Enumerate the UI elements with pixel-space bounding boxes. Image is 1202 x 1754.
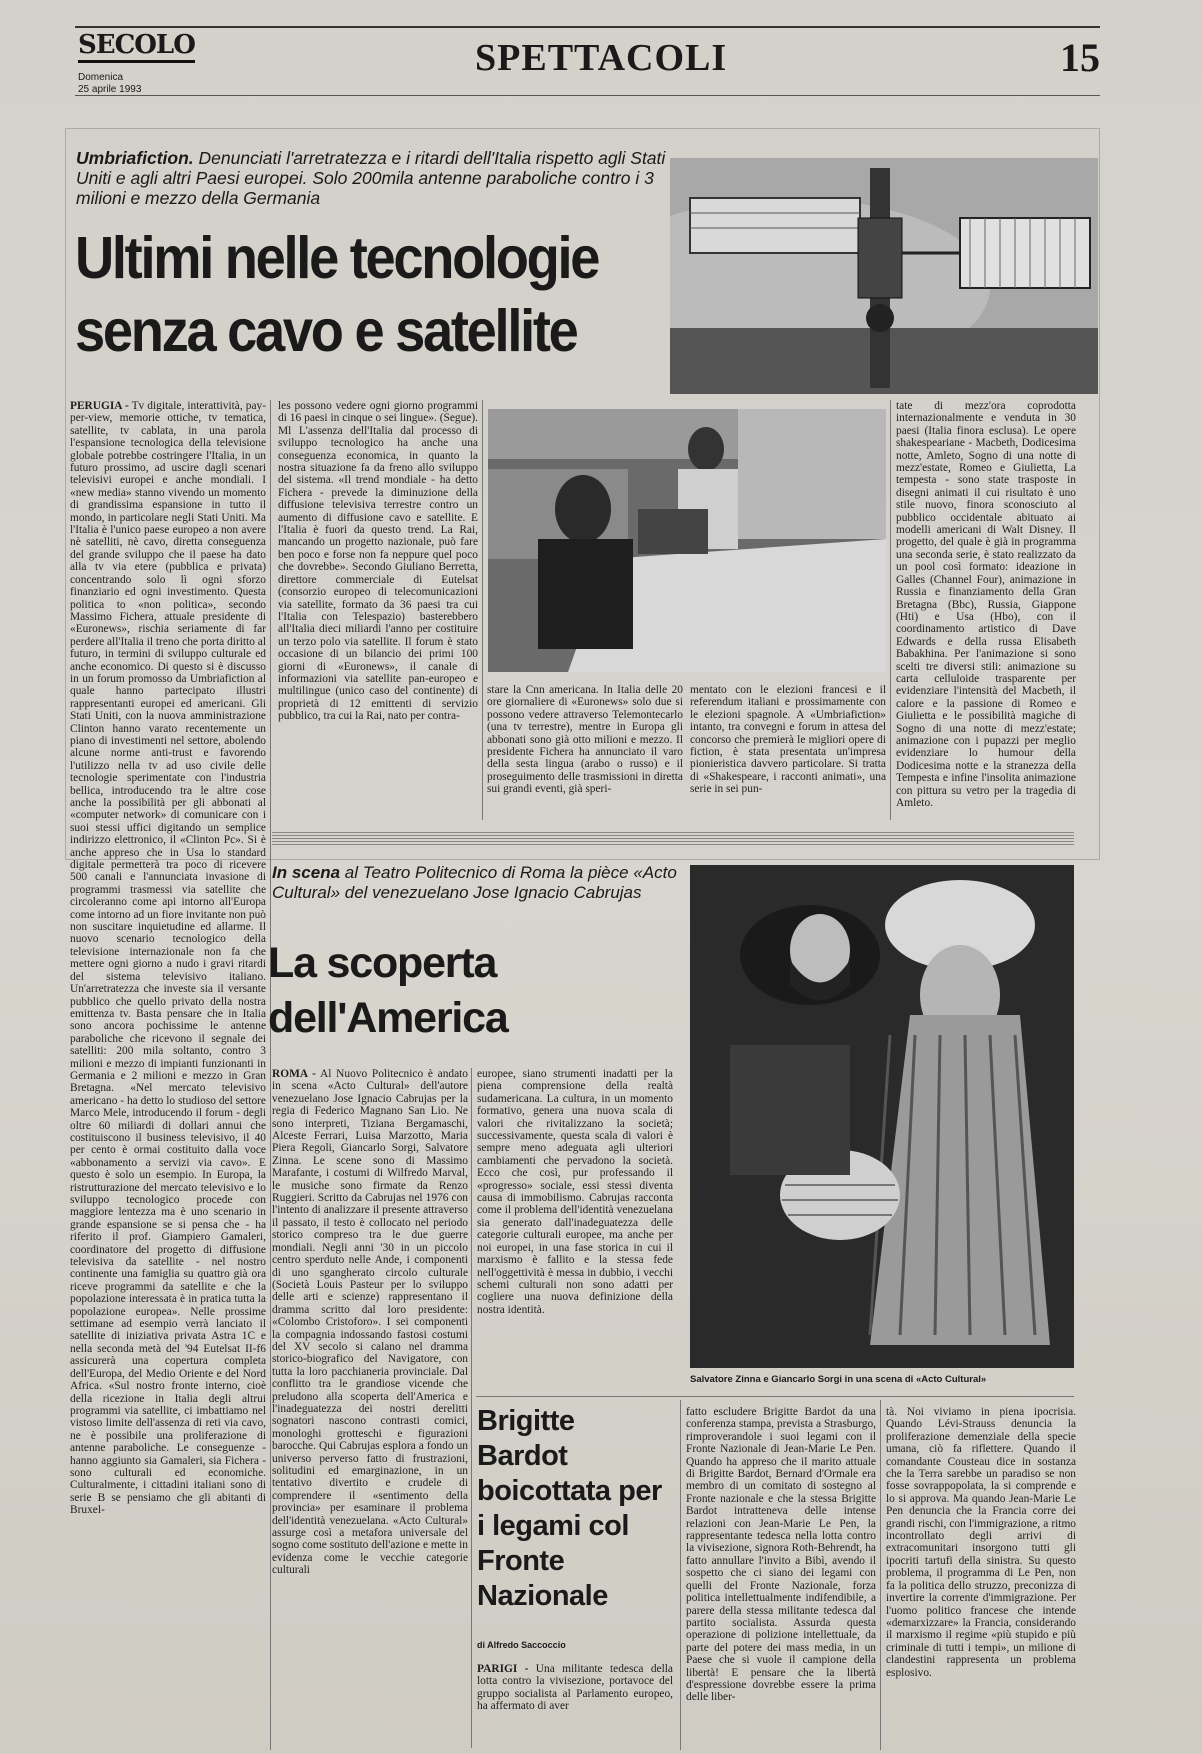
kicker-text: Denunciati l'arretratezza e i ritardi dell'Italia rispetto agli Stati Uniti e agli altri Paesi europei. Solo 200mila antenne paraboliche contro i 3 milioni e mezzo della Germania — [76, 148, 666, 208]
headline-line-2: senza cavo e satellite — [75, 298, 577, 364]
column-divider — [880, 1400, 881, 1750]
article-bardot-column-3: tà. Noi viviamo in piena ipocrisia. Quando Lévi-Strauss denuncia la proliferazione demenziale della specie umana, ciò fa riflettere. Quando il comandante Cousteau dice in sostanza che la Terra sarebbe un paradiso se non fosse sovrappopolata, la si comprende e lo si approva. Ma quando Jean-Marie Le Pen denuncia che la Francia corre dei grandi rischi, con l'immigrazione, a ritmo incontrollato degli arrivi di extracomunitari insorgono tutti gli ipocriti tartufi della sinistra. Su questo problema, il programma di Le Pen, non fa la politica dello struzzo, preconizza di invertire la corrente d'immigrazione. Per l'uomo politico francese che intende «demarxizzare» la Francia, considerando il marxismo il regime «più stupido e più criminale di tutti i tempi», un milione di clandestini rappresenta un problema esplosivo. — [886, 1406, 1076, 1679]
office-photo — [488, 409, 886, 672]
theatre-illustration — [690, 865, 1074, 1368]
article-tech-column-3: stare la Cnn americana. In Italia delle 20 ore giornaliere di «Euronews» solo due si possono vedere attraverso Telemontecarlo (una tv terrestre), mentre in Europa gli abbonati sono già otto milioni e mezzo. Il presidente Fichera ha annunciato il varo della sesta lingua (arabo o russo) e il proseguimento delle trasmissioni in diretta sui grandi eventi, già speri- — [487, 684, 683, 796]
kicker-text: al Teatro Politecnico di Roma la pièce «Acto Cultural» del venezuelano Jose Ignacio Cabrujas — [272, 863, 677, 902]
article-tech-column-2: les possono vedere ogni giorno programmi di 16 paesi in cinque o sei lingue». (Segue). Ml L'assenza dell'Italia dal processo di sviluppo tecnologico ha anche una conseguenza economica, in quanto la nostra situazione fa da freno allo sviluppo del sistema. «Il trend mondiale - ha detto Fichera - prevede la diminuzione della diffusione televisiva terrestre contro un aumento di diffusione cavo e satellite. E l'Italia è fuori da questo trend. La Rai, mancando un progetto nazionale, può fare ben poco e forse non fa neppure quel poco che dovrebbe». Secondo Giuliano Berretta, direttore commerciale di Eutelsat (consorzio europeo di telecomunicazioni via satellite, formato da 36 paesi tra cui l'Italia con Telespazio) basterebbero all'Italia dieci miliardi l'anno per costituire un terzo polo via satellite. Il forum è stato occasione di un bilancio dei primi 100 giorni di «Euronews», il canale di informazioni via satellite pan-europeo e multilingue (unico caso del continente) di proprietà di 12 emittenti di servizio pubblico, tra cui la Rai, nato per contra- — [278, 400, 478, 723]
section-title: SPETTACOLI — [475, 37, 728, 79]
satellite-photo — [670, 158, 1098, 394]
article-bardot-column-1 — [477, 1663, 673, 1754]
column-divider — [680, 1400, 681, 1750]
article-tech-column-1 — [70, 400, 266, 1754]
article-bardot-column-2: fatto escludere Brigitte Bardot da una conferenza stampa, prevista a Strasburgo, rimproverandole i suoi legami con il Fronte Nazionale di Jean-Marie Le Pen. Quando ha appreso che il marito attuale di Brigitte Bardot, Bernard d'Ormale era membro di un comitato di sostegno al Fronte nazionale e che la stessa Brigitte Bardot intratteneva delle intense relazioni con Jean-Marie Le Pen, la rappresentante tedesca nella lotta contro la vivisezione, signora Roth-Behrendt, ha fatto annullare l'invito a Bibì, avendo il sospetto che ci siano dei legami con quelli del Fronte Nazionale, forza politica intellettualmente indifendibile, a parere della stessa militante tedesca dal partito socialista. Assurda questa operazione di polizione intellettuale, da parte del potere dei mass media, in un Paese che si vuole il campione della libertà! E pensare che la libertà d'espressione dovrebbe essere la prima delle liber- — [686, 1406, 876, 1704]
headline-line-1: Ultimi nelle tecnologie — [75, 225, 599, 291]
page-number: 15 — [1060, 35, 1100, 80]
column-divider — [890, 400, 891, 820]
date-day: Domenica — [78, 72, 124, 83]
masthead-bottom-rule — [75, 95, 1100, 96]
column-divider — [482, 400, 483, 820]
article-bardot-headline: Brigitte Bardot boicottata per i legami col Fronte Nazionale — [477, 1405, 662, 1612]
article-bardot-top-rule — [476, 1396, 1074, 1397]
date-full: 25 aprile 1993 — [78, 84, 142, 95]
satellite-illustration — [670, 158, 1098, 394]
article-bardot-byline: di Alfredo Saccoccio — [477, 1640, 566, 1650]
article-tech-headline — [75, 222, 627, 368]
article-theatre-col1-text: Al Nuovo Politecnico è andato in scena «Acto Cultural» dell'autore venezuelano Jose Ignacio Cabrujas per la regia di Federico Magnano San Lio. Ne sono interpreti, Tiziana Bergamaschi, Alceste Ferrari, Luisa Marzotto, Maria Piera Regoli, Giancarlo Sorgi, Salvatore Zinna. Le scene sono di Massimo Marafante, i costumi di Wilfredo Marval, le musiche sono firmate da Renzo Ruggieri. Scritto da Cabrujas nel 1976 con l'intento di analizzare il presente attraverso il passato, il testo è collocato nel periodo storico compreso tra le due guerre mondiali. Negli anni '30 in un piccolo centro sperduto nelle Ande, i componenti di uno sgangherato circolo culturale (Società Louis Pasteur per lo sviluppo delle arti e scienze) rappresentano il dramma scritto dal loro presidente: «Colombo Cristoforo». I sei componenti la compagnia indossando fastosi costumi del XV secolo si calano nel dramma storico-biografico del Navigatore, con tutta la loro pacchianeria provinciale. Dal conflitto tra le grandiose vicende che preludono alla scoperta dell'America e l'inadeguatezza dei nostri derelitti sognatori nascono contrasti comici, monologhi grotteschi e figurazioni barocche. Qui Cabrujas esplora a fondo un universo perverso fatto di frustrazioni, solitudini ed emarginazione, in un tentativo divertito e crudele di comprendere il «sentimento della provincia» per esaminare il problema dell'identità venezuelana. «Acto Cultural» assurge così a metafora universale del sogno come sostituto dell'azione e mette in evidenza come le vecchie categorie culturali — [272, 1068, 468, 1577]
theatre-photo — [690, 865, 1074, 1368]
article-theatre-kicker — [272, 863, 682, 903]
article-tech-column-5: tate di mezz'ora coprodotta internazionalmente e venduta in 30 paesi (Italia finora esclusa). Le opere shakespeariane - Macbeth, Dodicesima notte, Amleto, Sogno di una notte di mezz'estate, Romeo e Giulietta, La tempesta - sono state trasposte in disegni animati il cui risultato è uno stile nuovo, finora sconosciuto al pubblico occidentale abituato ai modelli americani di Walt Disney. Il progetto, del quale è già in programma una seconda serie, è stato realizzato da un pool così formato: ideazione in Galles (Channel Four), animazione in Russia e finanziamento della Gran Bretagna (Bbc), Russia, Giappone (Hti) e Usa (Hbo), con il coordinamento artistico di Dave Edwards e della russa Elisabeth Babakhina. Per l'animazione si sono scelti tre diversi stili: animazione su carta celluloide trasparente per evidenziare l'intensità del Macbeth, il calore e la passione di Romeo e Giulietta e le possibilità magiche di Sogno di una notte di mezz'estate; animazione con i pupazzi per meglio evidenziare lo humour della Dodicesima notte e la stranezza della Tempesta e infine l'insolita animazione con pittura su vetro per la tragedia di Amleto. — [896, 400, 1076, 809]
article-theatre-headline — [268, 936, 648, 1046]
headline-line-1: La scoperta — [268, 939, 497, 987]
headline-line-2: dell'America — [268, 994, 508, 1042]
article-theatre-column-1 — [272, 1068, 468, 1754]
article-tech-kicker — [76, 148, 666, 208]
article-bardot-dateline: PARIGI - — [477, 1663, 529, 1675]
theatre-photo-caption: Salvatore Zinna e Giancarlo Sorgi in una scena di «Acto Cultural» — [690, 1374, 987, 1385]
section-divider-hatch — [272, 831, 1074, 845]
masthead-top-rule — [75, 26, 1100, 28]
kicker-lead: Umbriafiction. — [76, 148, 194, 168]
article-tech-col1-text: Tv digitale, interattività, pay-per-view, memorie ottiche, tv tematica, satellite, tv cablata, in una parola l'espansione tecnologica della televisione globale potrebbe costringere l'Italia, in un futuro prossimo, ad uscire dagli scenari televisivi europei e anche mondiali. I «new media» stanno vivendo un momento di grandissima espansione in tutto il mondo, in particolare negli Stati Uniti. Ma l'Italia è l'unico paese europeo a non avere nè satelliti, nè cavo, diretta conseguenza del grande sviluppo che il paese ha dato alla tv via etere (pubblica e privata) concentrando solo lì ogni sforzo finanziario ed ogni investimento. Questa politica to «non politica», secondo Massimo Fichera, attuale presidente di «Euronews», rischia seriamente di far perdere all'Italia il treno che porta diritto al futuro, in termini di sviluppo culturale ed anche economico. Di questo si è discusso in un forum promosso da Umbriafiction al quale hanno partecipato illustri rappresentanti europei ed americani. Gli Stati Uniti, con la nuova amministrazione Clinton hanno varato recentemente un piano di investimenti nel settore, abolendo alcune norme anti-trust e favorendo l'utilizzo nella tv ad uso civile delle tecnologie sperimentate con l'industria bellica, introducendo tra le altre cose anche la possibilità per gli abbonati al «computer network» di comunicare con i suoi stessi uffici digitando un semplice indirizzo elettronico, il «Clinton Pc». Si è anche appreso che in Usa lo standard digitale permetterà tra poco di ricevere 500 canali e l'annunciata invasione di programmi trasmessi via satellite che circoleranno come api intorno all'Europa come intorno ad un fiore invitante non può non suscitare inquietudine ed allarme. Il nuovo scenario tecnologico della televisione internazionale non fa che mettere ogni giorno a nudo i gravi ritardi del sistema televisivo italiano. Un'arretratezza che investe sia il versante pubblico che quello privato della nostra emittenza tv. Basta pensare che in Italia sono ancora pochissime le antenne paraboliche che ricevono il segnale dei satelliti: 200 mila soltanto, contro 3 milioni e mezzo di impianti funzionanti in Germania e 2 milioni e mezzo in Gran Bretagna. «Nel mercato televisivo americano - ha detto lo studioso del settore Marco Mele, introducendo il forum - degli oltre 60 miliardi di dollari annui che costituiscono il business televisivo, il 40 per cento è ormai costituito dalla voce «abbonamento a servizi via cavo». E questo è solo un esempio. In Europa, la ristrutturazione del mercato televisivo e lo sviluppo tecnologico procede con maggiore lentezza ma è uno scenario in grande espansione se si pensa che - ha riferito il prof. Giampiero Gamaleri, coordinatore del progetto di diffusione televisiva da satellite - nel nostro continente una famiglia su quattro già ora riceve programmi da satellite e che la popolazione interessata è in pratica tutta la popolazione europea». Nelle prossime settimane ad esempio verrà lanciato il satellite di iniziativa privata Astra 1C e nella seconda metà del '94 Eutelsat II-f6 assicurerà una copertura completa dell'Europa, del Medio Oriente e del Nord Africa. «Sul nostro fronte interno, cioè della ricezione in Italia degli altrui programmi via satellite, ci imbattiamo nel vistoso limite dell'assenza di reti via cavo, ne è possibile una proliferazione di antenne paraboliche. Le conseguenze - hanno aggiunto sia Gamaleri, sia Fichera - sono culturali ed economiche. Culturalmente, i cittadini italiani sono di serie B se pensiamo che gli abitanti di Bruxel- — [70, 400, 266, 1517]
column-divider — [270, 400, 271, 1750]
article-bardot-col1-text: Una militante tedesca della lotta contro la vivisezione, portavoce del gruppo socialista al Parlamento europeo, ha affermato di aver — [477, 1663, 673, 1713]
dateline — [78, 72, 141, 96]
kicker-lead: In scena — [272, 863, 341, 882]
article-theatre-column-2: europee, siano strumenti inadatti per la piena comprensione della realtà sudamericana. La cultura, in un momento formativo, genera una nuova scala di valori che rivitalizzano la società; successivamente, questa scala di valori è sempre meno adeguata agli ulteriori cambiamenti che pervadono la società. Ecco che così, pur professando il «progresso» sociale, essi stessi diventa causa di immobilismo. Cabrujas racconta come il problema dell'identità venezuelana sia generato dall'inadeguatezza delle categorie culturali europee, ma anche per noi europei, in una fase storica in cui il marxismo è fallito e la stessa fede nell'oggettività è messa in dubbio, i vecchi schemi culturali non sono adatti per cogliere una nuova definizione della nostra identità. — [477, 1068, 673, 1316]
article-tech-dateline: PERUGIA - — [70, 400, 129, 412]
article-tech-column-4: mentato con le elezioni francesi e il referendum italiani e prossimamente con le elezioni spagnole. A «Umbriafiction» intanto, tra convegni e forum in attesa del concorso che premierà le migliori opere di fiction, è stata presentata un'impresa pionieristica davvero particolare. Si tratta di «Shakespeare, i racconti animati», una serie in sei pun- — [690, 684, 886, 796]
newspaper-logo: SECOLO — [78, 30, 195, 63]
column-divider — [471, 1068, 472, 1748]
office-illustration — [488, 409, 886, 672]
article-theatre-dateline: ROMA - — [272, 1068, 316, 1080]
